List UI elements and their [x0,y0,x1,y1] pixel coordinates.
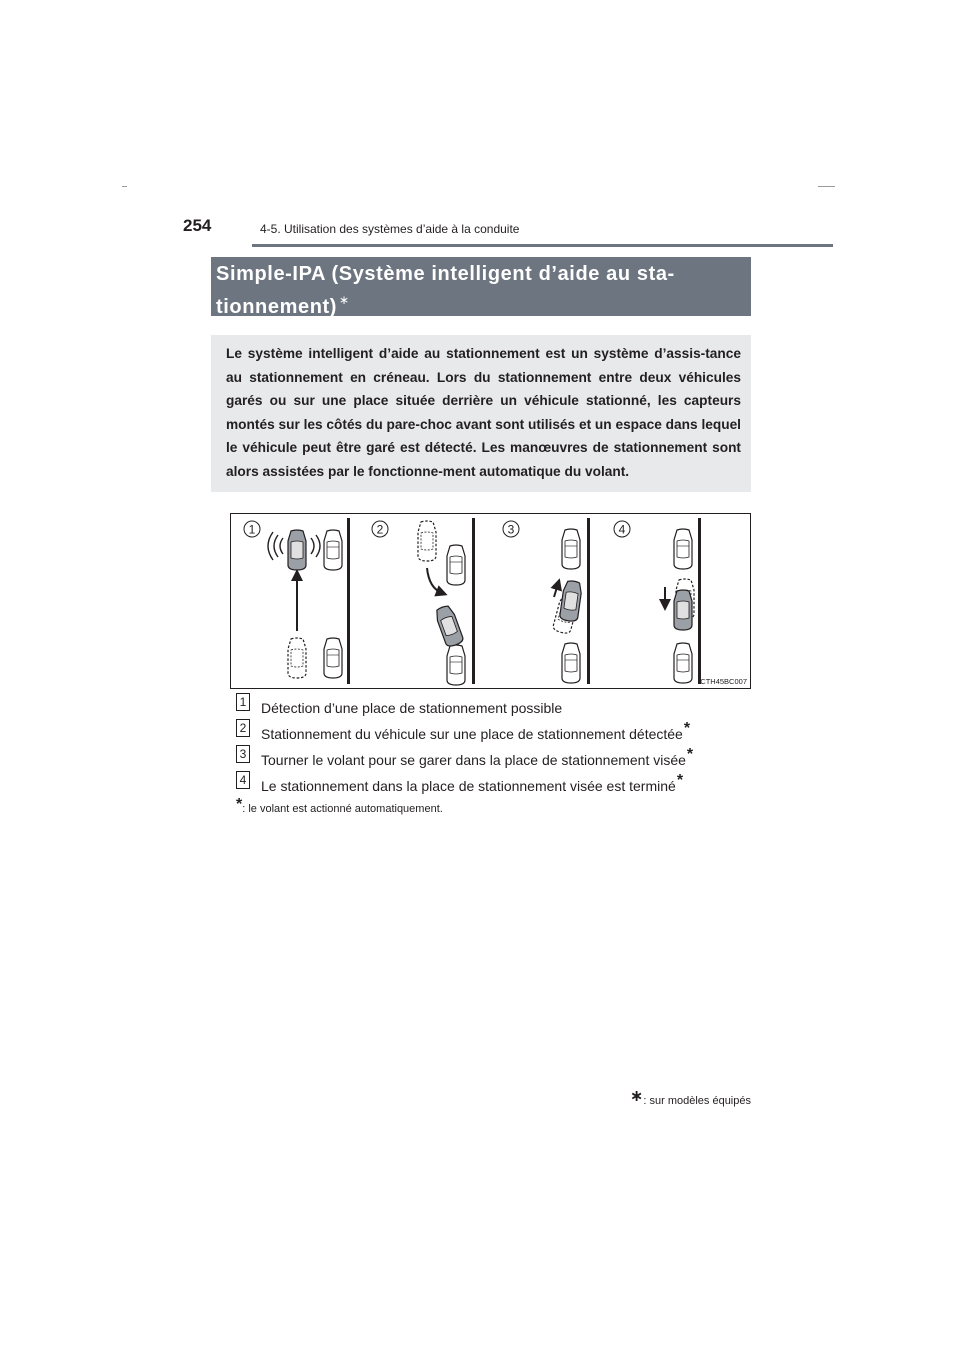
legend-star: * [683,720,691,737]
parked-car [324,530,342,570]
legend-text-content: Tourner le volant pour se garer dans la place de stationnement visée [261,752,686,768]
own-car [674,590,692,630]
legend-text-content: Le stationnement dans la place de stationnement visée est terminé [261,778,676,794]
section-title-bar [211,257,751,316]
title-line-1: Simple-IPA (Système intelligent d’aide au sta- [216,263,675,285]
lane-line-4 [698,518,701,684]
own-car-start [418,521,436,561]
figure-step-3-marker [503,521,519,537]
figure-step-1-marker [244,521,260,537]
equipped-note-text: : sur modèles équipés [643,1095,751,1107]
legend-text [261,746,693,768]
parking-figure [230,513,751,689]
move-arrow [427,568,442,593]
own-car [434,604,465,648]
legend-number: 4 [236,771,250,789]
legend-number: 3 [236,745,250,763]
legend-text-content: Détection d’une place de stationnement possible [261,700,563,716]
legend-item [236,692,736,714]
own-car [288,530,306,570]
parked-car [562,529,580,569]
figure-step-2-label: 2 [376,522,384,537]
intro-text: Le système intelligent d’aide au stationnement est un système d’assis-tance au stationnement en créneau. Lors du stationnement entre deux véhicules garés ou sur une place située derrière un véhicule stationné, les capteurs montés sur les côtés du pare-choc avant sont utilisés et un espace dans lequel le véhicule peut être garé est détecté. Les manœuvres de stationnement sont alors assistées par le fonctionne-ment automatique du volant. [226,346,741,479]
legend-text [261,694,563,716]
title-line-2 [216,287,745,320]
parked-car [674,529,692,569]
legend-item [236,744,736,766]
figure-step-2-marker [372,521,388,537]
figure-step-1-label: 1 [248,522,256,537]
equipped-note-star: ∗ [629,1088,644,1105]
lane-line-2 [472,518,475,684]
parked-car [674,643,692,683]
legend-number: 1 [236,693,250,711]
footnote-star: * [236,796,243,813]
legend-text [261,772,683,794]
legend-item [236,718,736,740]
header-rule [252,244,833,247]
legend-text-content: Stationnement du véhicule sur une place de stationnement détectée [261,726,683,742]
intro-box [211,335,751,492]
parked-car [447,645,465,685]
legend-star: * [686,746,694,763]
crop-mark-left [122,186,127,187]
footnote [236,796,443,815]
figure-code: CTH45BC007 [700,677,747,686]
figure-step-3-label: 3 [507,522,515,537]
lane-line-1 [347,518,350,684]
figure-step-4-label: 4 [618,522,626,537]
legend-number: 2 [236,719,250,737]
title-line-2-text: tionnement) [216,296,338,318]
move-arrow [554,584,558,597]
parked-car [324,638,342,678]
legend-text [261,720,690,742]
section-title: 4-5. Utilisation des systèmes d’aide à la conduite [260,222,520,236]
parked-car [447,545,465,585]
figure-border [231,514,751,689]
equipped-note [630,1086,751,1107]
footnote-text: : le volant est actionné automatiquement. [242,803,443,815]
parked-car [562,643,580,683]
title-star: ∗ [339,293,350,307]
legend-star: * [676,772,684,789]
legend-item [236,770,736,792]
own-car-start [288,638,306,678]
own-car [559,580,582,622]
crop-mark-right [818,186,835,187]
page-number: 254 [183,216,212,235]
lane-line-3 [587,518,590,684]
figure-step-4-marker [614,521,630,537]
